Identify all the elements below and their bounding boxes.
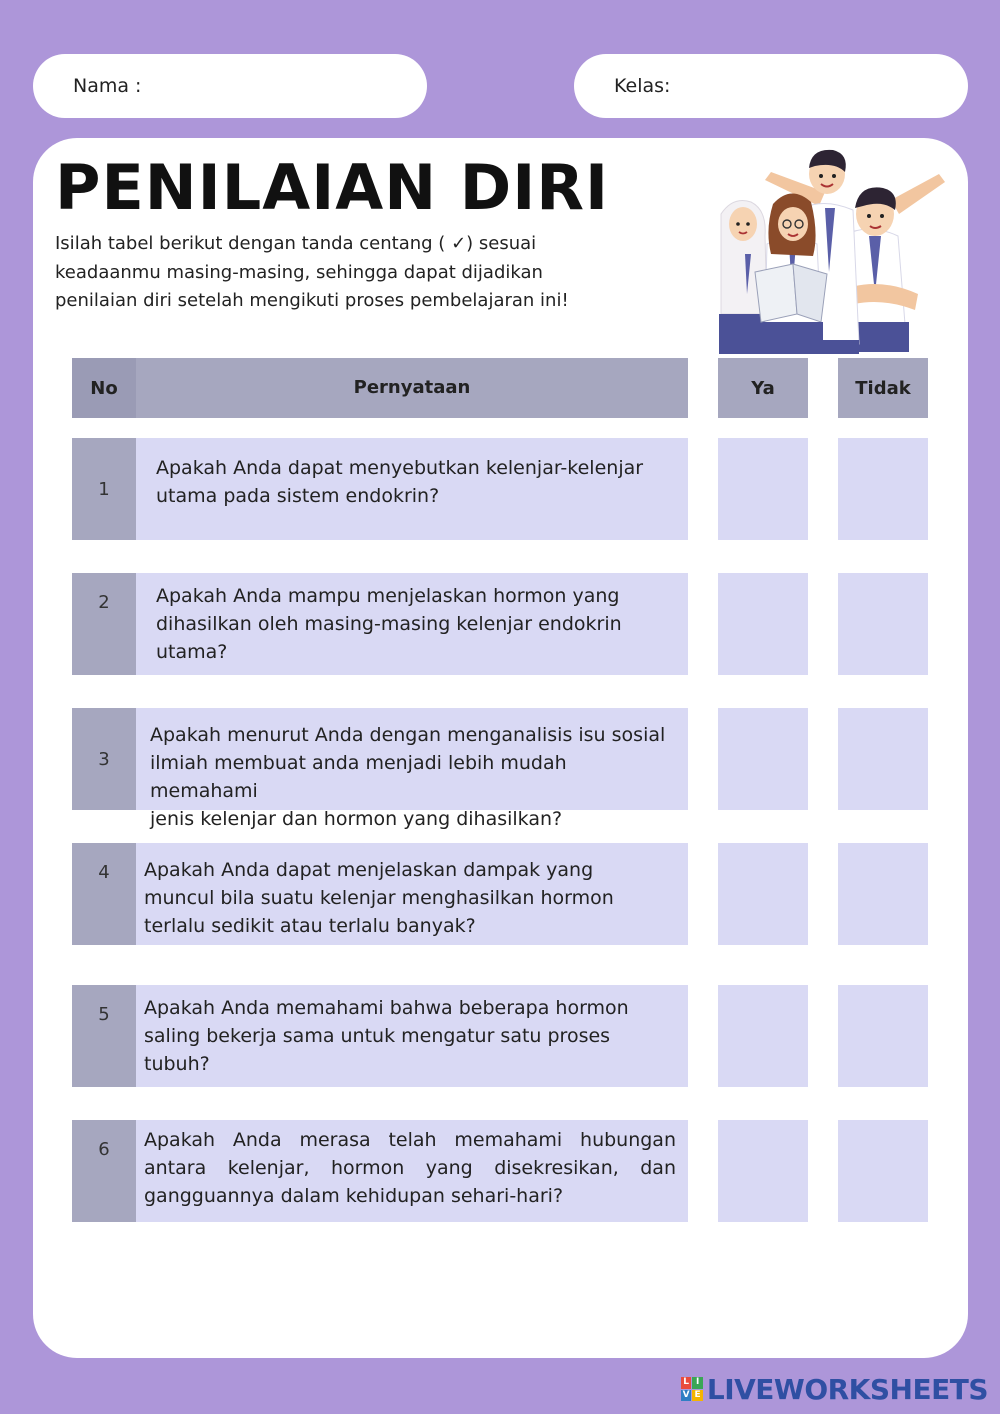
table-row <box>72 843 928 945</box>
statement-line: Apakah menurut Anda dengan menganalisis isu sosial <box>150 724 666 746</box>
answer-yes-box[interactable] <box>718 843 808 945</box>
name-field-container <box>33 54 427 118</box>
statement-line: ilmiah membuat anda menjadi lebih mudah memahami <box>150 752 567 802</box>
row-number: 1 <box>72 438 136 540</box>
answer-no-box[interactable] <box>838 1120 928 1222</box>
row-statement <box>136 708 688 830</box>
statement-line: jenis kelenjar dan hormon yang dihasilkan? <box>150 808 563 830</box>
header-statement: Pernyataan <box>136 358 688 418</box>
answer-yes-box[interactable] <box>718 1120 808 1222</box>
statement-line: saling bekerja sama untuk mengatur satu proses <box>144 1025 611 1047</box>
worksheet-card <box>33 138 968 1358</box>
logo-letter: L <box>681 1377 692 1389</box>
liveworksheets-brand <box>681 1372 988 1406</box>
students-illustration <box>693 144 955 354</box>
logo-letter: I <box>692 1377 703 1389</box>
row-statement <box>136 573 688 675</box>
class-input[interactable] <box>680 75 938 98</box>
answer-no-box[interactable] <box>838 985 928 1087</box>
statement-line: muncul bila suatu kelenjar menghasilkan hormon <box>144 887 614 909</box>
table-header <box>72 358 928 418</box>
table-row <box>72 985 928 1087</box>
row-statement <box>136 985 688 1087</box>
statement-line: tubuh? <box>144 1053 210 1075</box>
name-label: Nama : <box>73 75 142 97</box>
statement-line: Apakah Anda dapat menjelaskan dampak yang <box>144 859 594 881</box>
row-number: 2 <box>72 573 136 675</box>
table-row <box>72 1120 928 1222</box>
table-row <box>72 573 928 675</box>
row-statement <box>136 843 688 945</box>
brand-name: LIVEWORKSHEETS <box>706 1372 988 1406</box>
row-number: 6 <box>72 1120 136 1222</box>
page-title: PENILAIAN DIRI <box>55 151 610 224</box>
instructions-after: ) sesuai keadaanmu masing-masing, sehingga dapat dijadikan penilaian diri setelah mengikuti proses pembelajaran ini! <box>55 233 569 311</box>
row-statement: Apakah Anda merasa telah memahami hubungan antara kelenjar, hormon yang disekresikan, dan gangguannya dalam kehidupan sehari-hari? <box>136 1120 688 1222</box>
row-number: 5 <box>72 985 136 1087</box>
statement-line: terlalu sedikit atau terlalu banyak? <box>144 915 476 937</box>
header-yes: Ya <box>718 358 808 418</box>
class-label: Kelas: <box>614 75 671 97</box>
statement-line: utama pada sistem endokrin? <box>156 485 440 507</box>
statement-line: Apakah Anda memahami bahwa beberapa hormon <box>144 997 629 1019</box>
answer-yes-box[interactable] <box>718 438 808 540</box>
logo-letter: V <box>682 1389 690 1400</box>
instructions-text <box>55 230 615 316</box>
answer-yes-box[interactable] <box>718 573 808 675</box>
answer-yes-box[interactable] <box>718 985 808 1087</box>
class-field-container <box>574 54 968 118</box>
table-row <box>72 438 928 540</box>
statement-line: Apakah Anda dapat menyebutkan kelenjar-kelenjar <box>156 457 644 479</box>
liveworksheets-logo-icon <box>681 1377 703 1401</box>
statement-line: Apakah Anda mampu menjelaskan hormon yang <box>156 585 620 607</box>
logo-letter: E <box>692 1390 703 1402</box>
header-no: No <box>72 358 136 418</box>
answer-no-box[interactable] <box>838 438 928 540</box>
statement-line: dihasilkan oleh masing-masing kelenjar endokrin <box>156 613 622 635</box>
row-number: 4 <box>72 843 136 945</box>
statement-line: utama? <box>156 641 228 663</box>
answer-no-box[interactable] <box>838 843 928 945</box>
header-no-answer: Tidak <box>838 358 928 418</box>
answer-no-box[interactable] <box>838 708 928 810</box>
row-statement <box>136 438 688 540</box>
answer-no-box[interactable] <box>838 573 928 675</box>
row-number: 3 <box>72 708 136 810</box>
checkmark-icon: ✓ <box>451 233 467 254</box>
name-input[interactable] <box>151 75 397 98</box>
answer-yes-box[interactable] <box>718 708 808 810</box>
instructions-before: Isilah tabel berikut dengan tanda centang ( <box>55 233 446 254</box>
table-row <box>72 708 928 830</box>
